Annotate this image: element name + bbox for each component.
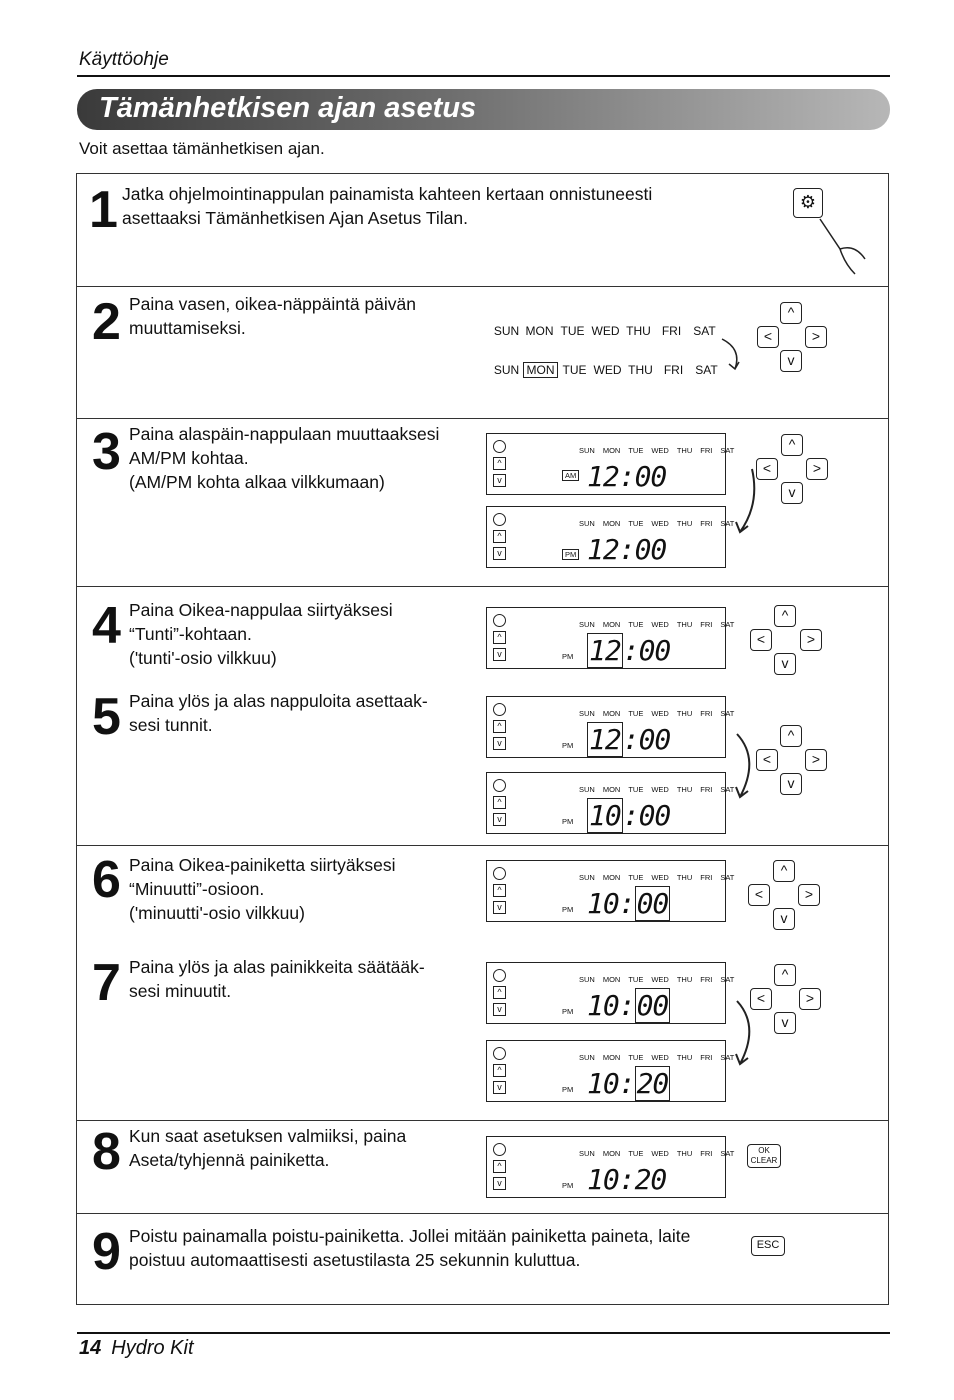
display-panel (486, 860, 735, 922)
step-number: 1 (89, 181, 118, 239)
section-title-bar (77, 89, 890, 130)
footer (79, 1337, 194, 1360)
step-number: 7 (92, 954, 121, 1012)
step-number: 5 (92, 688, 121, 746)
header-label: Käyttöohje (79, 49, 169, 70)
time-digits: 10:00 (587, 887, 669, 920)
display-panel (486, 506, 735, 568)
left-button[interactable]: < (756, 749, 778, 771)
day-row-after (490, 362, 723, 378)
up-button[interactable]: ^ (774, 964, 796, 986)
up-icon: ^ (493, 884, 506, 897)
clock-icon (493, 513, 506, 526)
down-icon: v (493, 813, 506, 826)
ampm-indicator: PM (562, 652, 574, 661)
intro-text: Voit asettaa tämänhetkisen ajan. (79, 139, 325, 158)
day-label: TUE (562, 363, 587, 377)
down-icon: v (493, 1177, 506, 1190)
down-icon: v (493, 901, 506, 914)
day-strip: SUN MON TUE WED THU FRI SAT (579, 873, 735, 882)
down-button[interactable]: v (774, 1012, 796, 1034)
day-label: WED (593, 363, 622, 377)
up-button[interactable]: ^ (781, 434, 803, 456)
up-icon: ^ (493, 1160, 506, 1173)
time-digits: 10:00 (589, 799, 671, 832)
step-number: 4 (92, 597, 121, 655)
up-icon: ^ (493, 796, 506, 809)
day-label: THU (626, 324, 651, 338)
right-button[interactable]: > (806, 458, 828, 480)
day-label: SUN (493, 324, 520, 338)
display-panel (486, 696, 735, 758)
left-button[interactable]: < (757, 326, 779, 348)
step-divider (77, 586, 888, 587)
step-text: Poistu painamalla poistu-painiketta. Jollei mitään painiketta paineta, laite poistuu automaattisesti asetustilasta 25 sekunnin kuluttua. (129, 1226, 691, 1270)
up-icon: ^ (493, 457, 506, 470)
step-divider (77, 1213, 888, 1214)
down-icon: v (493, 1081, 506, 1094)
day-strip: SUN MON TUE WED THU FRI SAT (579, 620, 735, 629)
hand-icon (815, 214, 870, 279)
step-divider (77, 1120, 888, 1121)
step-number: 9 (92, 1223, 121, 1281)
arrow-icon (717, 334, 747, 374)
step-text: Kun saat asetuksen valmiiksi, paina Aseta/tyhjennä painiketta. (129, 1126, 407, 1170)
down-icon: v (493, 737, 506, 750)
product-name: Hydro Kit (111, 1337, 194, 1359)
clock-icon (493, 1143, 506, 1156)
ampm-indicator: PM (562, 1007, 574, 1016)
steps-table (76, 173, 889, 1305)
step-text: Paina ylös ja alas nappuloita asettaak- sesi tunnit. (129, 691, 428, 735)
display-panel (486, 433, 735, 495)
day-strip: SUN MON TUE WED THU FRI SAT (579, 1149, 735, 1158)
down-icon: v (493, 648, 506, 661)
step-divider (77, 418, 888, 419)
ampm-indicator: PM (562, 1085, 574, 1094)
ampm-indicator: PM (562, 549, 579, 560)
day-label: WED (591, 324, 620, 338)
time-digits: 12:00 (587, 533, 667, 566)
step-text: Paina Oikea-nappulaa siirtyäksesi “Tunti”-kohtaan. ('tunti'-osio vilkkuu) (129, 600, 393, 668)
left-button[interactable]: < (756, 458, 778, 480)
esc-button[interactable]: ESC (751, 1236, 785, 1256)
up-button[interactable]: ^ (773, 860, 795, 882)
down-icon: v (493, 547, 506, 560)
right-button[interactable]: > (800, 629, 822, 651)
step-text: Paina Oikea-painiketta siirtyäksesi “Minuutti”-osioon. ('minuutti'-osio vilkkuu) (129, 855, 396, 923)
ampm-indicator: PM (562, 741, 574, 750)
step-text: Paina alaspäin-nappulaan muuttaaksesi AM/PM kohtaa. (AM/PM kohta alkaa vilkkumaan) (129, 424, 440, 492)
day-label: SAT (693, 324, 716, 338)
up-button[interactable]: ^ (774, 605, 796, 627)
page-number: 14 (79, 1337, 102, 1359)
down-button[interactable]: v (780, 773, 802, 795)
display-panel (486, 772, 735, 834)
step-text: Jatka ohjelmointinappulan painamista kahteen kertaan onnistuneesti asettaaksi Tämänhetkisen Ajan Asetus Tilan. (122, 184, 653, 228)
ampm-indicator: PM (562, 1181, 574, 1190)
up-icon: ^ (493, 1064, 506, 1077)
left-button[interactable]: < (748, 884, 770, 906)
up-icon: ^ (493, 986, 506, 999)
display-panel (486, 962, 735, 1024)
header-rule (77, 75, 890, 77)
up-icon: ^ (493, 720, 506, 733)
right-button[interactable]: > (798, 884, 820, 906)
ampm-indicator: PM (562, 817, 574, 826)
ok-clear-button[interactable]: OK CLEAR (747, 1144, 781, 1168)
up-icon: ^ (493, 530, 506, 543)
left-button[interactable]: < (750, 629, 772, 651)
right-button[interactable]: > (799, 988, 821, 1010)
day-strip: SUN MON TUE WED THU FRI SAT (579, 975, 735, 984)
down-button[interactable]: v (774, 653, 796, 675)
time-digits: 10:00 (587, 989, 669, 1022)
day-label: THU (628, 363, 653, 377)
time-digits: 12:00 (589, 634, 671, 667)
step-number: 8 (92, 1123, 121, 1181)
ampm-indicator: AM (562, 470, 579, 481)
display-panel (486, 1040, 735, 1102)
day-row-before (490, 324, 721, 338)
day-label: SUN (493, 363, 520, 377)
display-panel (486, 1136, 735, 1198)
time-digits: 10:20 (587, 1163, 667, 1196)
up-icon: ^ (493, 631, 506, 644)
time-digits: 12:00 (587, 460, 667, 493)
clock-icon (493, 703, 506, 716)
clock-icon (493, 1047, 506, 1060)
right-button[interactable]: > (805, 326, 827, 348)
day-strip: SUN MON TUE WED THU FRI SAT (579, 519, 735, 528)
up-button[interactable]: ^ (780, 302, 802, 324)
day-label: FRI (661, 324, 682, 338)
day-strip: SUN MON TUE WED THU FRI SAT (579, 709, 735, 718)
step-text: Paina ylös ja alas painikkeita säätääk- sesi minuutit. (129, 957, 425, 1001)
down-icon: v (493, 1003, 506, 1016)
clock-icon (493, 969, 506, 982)
day-label: MON (525, 324, 554, 338)
step-number: 6 (92, 851, 121, 909)
down-button[interactable]: v (780, 350, 802, 372)
right-button[interactable]: > (805, 749, 827, 771)
clock-icon (493, 440, 506, 453)
step-text: Paina vasen, oikea-näppäintä päivän muuttamiseksi. (129, 294, 417, 338)
day-strip: SUN MON TUE WED THU FRI SAT (579, 446, 735, 455)
left-button[interactable]: < (750, 988, 772, 1010)
down-button[interactable]: v (773, 908, 795, 930)
day-label: SAT (695, 363, 718, 377)
day-label: FRI (663, 363, 684, 377)
time-digits: 10:20 (587, 1067, 669, 1100)
day-strip: SUN MON TUE WED THU FRI SAT (579, 785, 735, 794)
footer-rule (77, 1332, 890, 1334)
step-number: 2 (92, 293, 121, 351)
day-label: MON (523, 362, 558, 378)
up-button[interactable]: ^ (780, 725, 802, 747)
clock-icon (493, 779, 506, 792)
display-panel (486, 607, 735, 669)
clock-icon (493, 614, 506, 627)
day-label: TUE (560, 324, 585, 338)
step-divider (77, 286, 888, 287)
gear-icon: ⚙ (799, 192, 817, 212)
section-title: Tämänhetkisen ajan asetus (99, 92, 477, 124)
time-digits: 12:00 (589, 723, 671, 756)
day-strip: SUN MON TUE WED THU FRI SAT (579, 1053, 735, 1062)
step-divider (77, 845, 888, 846)
ampm-indicator: PM (562, 905, 574, 914)
clock-icon (493, 867, 506, 880)
step-number: 3 (92, 423, 121, 481)
down-button[interactable]: v (781, 482, 803, 504)
down-icon: v (493, 474, 506, 487)
